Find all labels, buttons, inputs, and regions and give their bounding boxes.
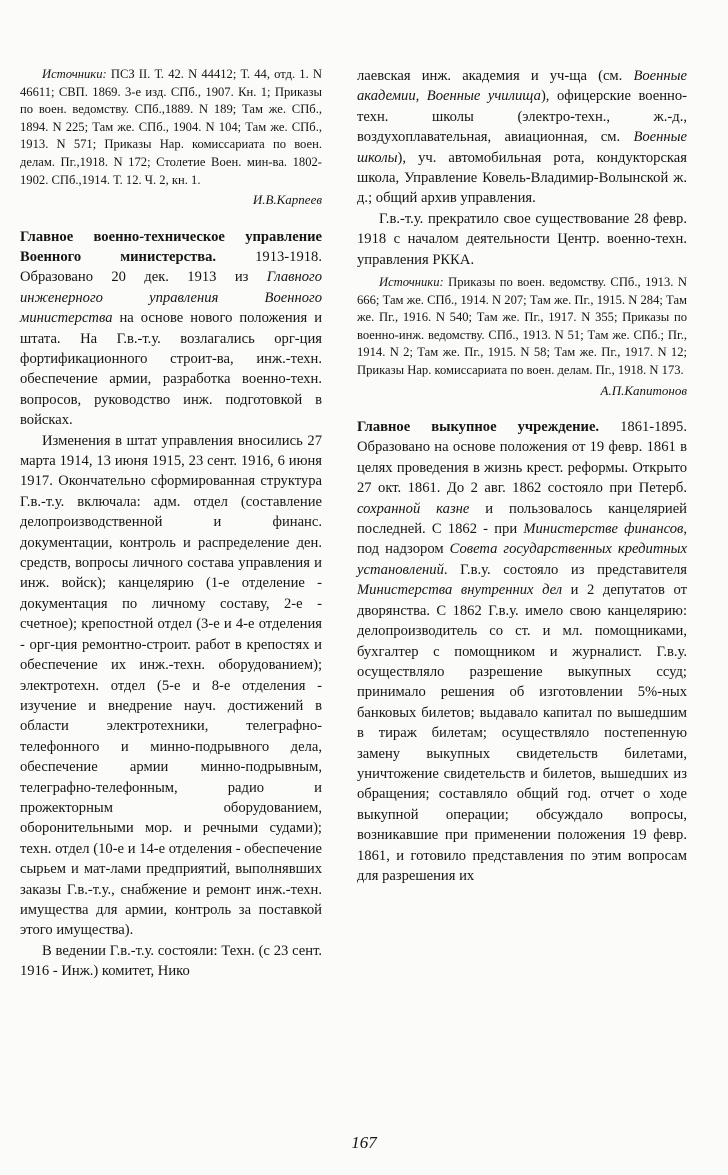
article-heading: Главное военно-техническое управление Военного министерства.: [20, 228, 322, 265]
cross-reference: Военные школы: [357, 129, 687, 166]
article-paragraph: Г.в.-т.у. прекратило свое существование 28 февр. 1918 с началом деятельности Центр. военно-техн. управления РККА.: [357, 210, 687, 268]
article-paragraph: Изменения в штат управления вносились 27 марта 1914, 13 июня 1915, 23 сент. 1916, 6 июня 1917. Окончательно сформированная структура Г.в.-т.у. включала: адм. отдел (составление делопроизводственной и финанс. документации, контроль и распределение ден. средств, вопросы личного состава управления и инж. войск); канцелярию (1-е отделение - документация по личному составу, 2-е - счетное); крепостной отдел (3-е и 4-е отделения - орг-ция ремонтно-строит. работ в крепостях и обеспечение их инж.-техн. оборудованием); электротехн. отдел (5-е и 8-е отделения - изучение и внедрение науч. достижений в области электротехники, телеграфно-телефонного и минно-подрывного дела, обеспечение армии минно-подрывным, телеграфно-телефонным, радио и прожекторным оборудованием, оборонительными мор. и речными судами); техн. отдел (10-е и 14-е отделения - обеспечение сырьем и мат-лами предприятий, выполнявших заказы Г.в.-т.у., снабжение и ремонт инж.-техн. имущества для армии, контроль за поставкой этого имущества).: [20, 432, 322, 939]
sources-label: Источники:: [379, 275, 444, 290]
article-paragraph: В ведении Г.в.-т.у. состояли: Техн. (с 23 сент. 1916 - Инж.) комитет, Нико: [20, 942, 322, 980]
cross-reference: Главного инженерного управления Военного министерства: [20, 269, 322, 327]
article-paragraph: лаевская инж. академия и уч-ща (см. Военные академии, Военные училища), офицерские военно-техн. школы (электро-техн., ж.-д., воздухоплавательная, авиационная, см. Военные школы), уч. автомобильная рота, кондукторская школа, Управление Ковель-Владимир-Волынской ж. д.; общий архив управления.: [357, 68, 688, 207]
left-column: [20, 66, 322, 982]
article-paragraph: Главное выкупное учреждение. 1861-1895. Образовано на основе положения от 19 февр. 1861 в целях проведения в жизнь крест. реформы. Открыто 27 окт. 1861. До 2 авг. 1862 состояло при Петерб. сохранной казне и пользовалось канцелярией последней. С 1862 - при Министерстве финансов, под надзором Совета государственных кредитных установлений. Г.в.у. состояло из представителя Министерства внутренних дел и 2 депутатов от дворянства. С 1862 Г.в.у. имело свою канцелярию: делопроизводитель со ст. и мл. помощниками, бухгалтер с помощником и журналист. Г.в.у. осуществляло разрешение выкупных ссуд; принимало решения об изготовлении 5%-ных банковых билетов; выдавало капитал по вышедшим в тираж билетам; осуществляло постепенную замену выкупных свидетельств билетами, уничтожение свидетельств и билетов, вышедших из обращения; составляло общий год. отчет о ходе выкупной операции; обсуждало вопросы, возникавшие при применении положения 19 февр. 1861, и готовило представления по этим вопросам для разрешения их: [357, 419, 687, 884]
right-column: [357, 66, 687, 886]
cross-reference: Министерстве финансов: [523, 521, 684, 538]
sources-label: Источники:: [42, 67, 107, 81]
article-paragraph: Главное военно-техническое управление Военного министерства. 1913-1918. Образовано 20 дек. 1913 из Главного инженерного управления Военного министерства на основе нового положения и штата. На Г.в.-т.у. возлагались орг-ция фортификационного строит-ва, инж.-техн. обеспечение армии, разработка военно-техн. вопросов, руководство инж. подготовкой в войсках.: [20, 228, 322, 429]
sources-text: ПСЗ II. Т. 42. N 44412; Т. 44, отд. 1. N 46611; СВП. 1869. 3-е изд. СПб., 1907. Кн. 1; Приказы по воен. ведомству. СПб.,1889. N 189; Там же. СПб., 1894. N 225; Там же. СПб., 1904. N 104; Там же. СПб., 1913. N 571; Приказы Нар. комиссариата по воен. делам. Пг.,1918. N 172; Столетие Воен. мин-ва. 1802-1902. СПб.,1914. Т. 12. Ч. 2, кн. 1.: [20, 67, 322, 187]
cross-reference: Военные академии, Военные училища: [357, 68, 687, 105]
page-number: 167: [351, 1133, 377, 1152]
author-signature: А.П.Капитонов: [600, 382, 687, 398]
cross-reference: сохранной казне: [357, 500, 470, 517]
sources-text: Приказы по воен. ведомству. СПб., 1913. N 666; Там же. СПб., 1914. N 207; Там же. Пг., 1915. N 284; Там же. Пг., 1916. N 540; Там же. Пг., 1917. N 355; Приказы по военно-инж. ведомству. СПб., 1913. N 51; Там же. СПб.; Пг., 1914. N 2; Там же. Пг., 1915. N 58; Там же. Пг., 1917. N 12; Приказы Нар. комиссариата по воен. делам. Пг., 1918. N 173.: [357, 275, 687, 378]
sources-block: [357, 274, 687, 380]
cross-reference: Министерства внутренних дел: [357, 582, 563, 599]
sources-block: [20, 66, 322, 189]
article-heading: Главное выкупное учреждение.: [357, 419, 600, 436]
author-signature: И.В.Карпеев: [252, 192, 322, 208]
cross-reference: Совета государственных кредитных установлений: [357, 541, 687, 578]
